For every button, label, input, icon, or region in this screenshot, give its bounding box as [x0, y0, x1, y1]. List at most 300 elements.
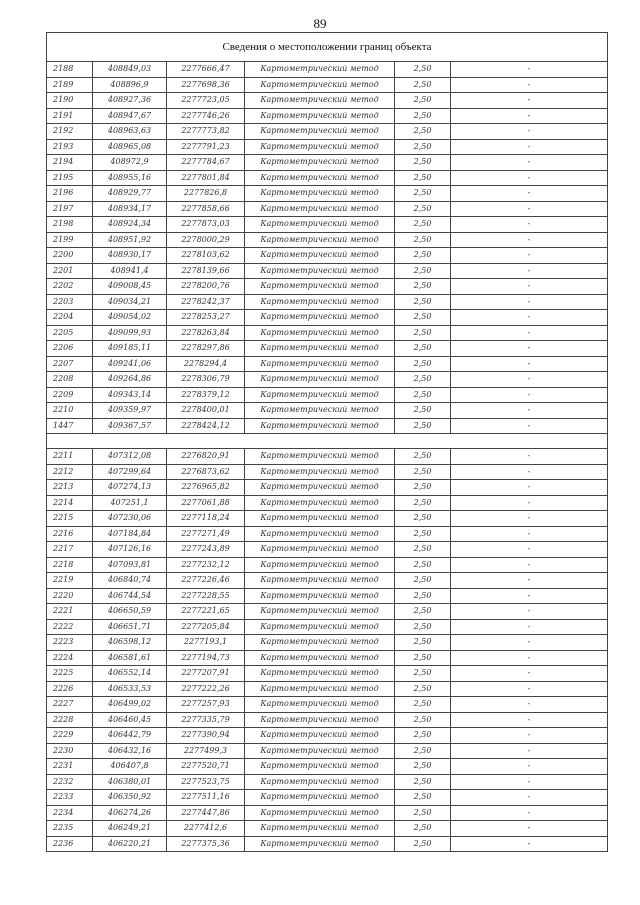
- description-cell: -: [451, 62, 608, 78]
- coordinate-x-cell: 406499,02: [93, 697, 167, 713]
- coordinate-x-cell: 409185,11: [93, 341, 167, 357]
- coordinate-x-cell: 408927,36: [93, 93, 167, 109]
- coordinate-x-cell: 406598,12: [93, 635, 167, 651]
- boundary-coordinates-sheet: [46, 32, 607, 852]
- accuracy-cell: 2,50: [395, 526, 451, 542]
- table-row: [47, 635, 608, 651]
- table-row: [47, 573, 608, 589]
- coordinate-x-cell: 406274,26: [93, 805, 167, 821]
- coordinate-x-cell: 408934,17: [93, 201, 167, 217]
- coordinate-y-cell: 2277194,73: [167, 650, 245, 666]
- accuracy-cell: 2,50: [395, 650, 451, 666]
- table-row: [47, 604, 608, 620]
- coordinate-y-cell: 2277412,6: [167, 821, 245, 837]
- accuracy-cell: 2,50: [395, 403, 451, 419]
- method-cell: Картометрический метод: [245, 124, 395, 140]
- method-cell: Картометрический метод: [245, 774, 395, 790]
- coordinate-y-cell: 2277118,24: [167, 511, 245, 527]
- point-number-cell: 2212: [47, 464, 93, 480]
- table-row: [47, 526, 608, 542]
- coordinate-x-cell: 407230,06: [93, 511, 167, 527]
- table-row: [47, 464, 608, 480]
- method-cell: Картометрический метод: [245, 310, 395, 326]
- coordinate-x-cell: 406442,79: [93, 728, 167, 744]
- coordinate-y-cell: 2277222,26: [167, 681, 245, 697]
- point-number-cell: 2211: [47, 449, 93, 465]
- table-row: [47, 759, 608, 775]
- coordinate-x-cell: 406840,74: [93, 573, 167, 589]
- method-cell: Картометрический метод: [245, 805, 395, 821]
- accuracy-cell: 2,50: [395, 635, 451, 651]
- coordinate-x-cell: 408947,67: [93, 108, 167, 124]
- point-number-cell: 2227: [47, 697, 93, 713]
- coordinate-y-cell: 2277746,26: [167, 108, 245, 124]
- method-cell: Картометрический метод: [245, 325, 395, 341]
- coordinate-x-cell: 409241,06: [93, 356, 167, 372]
- description-cell: -: [451, 403, 608, 419]
- point-number-cell: 2219: [47, 573, 93, 589]
- accuracy-cell: 2,50: [395, 77, 451, 93]
- table-row: [47, 449, 608, 465]
- method-cell: Картометрический метод: [245, 356, 395, 372]
- description-cell: -: [451, 279, 608, 295]
- coordinate-y-cell: 2276820,91: [167, 449, 245, 465]
- table-row: [47, 77, 608, 93]
- description-cell: -: [451, 790, 608, 806]
- point-number-cell: 1447: [47, 418, 93, 434]
- table-row: [47, 480, 608, 496]
- coordinate-y-cell: 2278253,27: [167, 310, 245, 326]
- accuracy-cell: 2,50: [395, 124, 451, 140]
- coordinate-y-cell: 2277243,89: [167, 542, 245, 558]
- table-row: [47, 743, 608, 759]
- coordinate-x-cell: 409264,86: [93, 372, 167, 388]
- coordinate-y-cell: 2277232,12: [167, 557, 245, 573]
- point-number-cell: 2213: [47, 480, 93, 496]
- table-row: [47, 542, 608, 558]
- description-cell: -: [451, 139, 608, 155]
- coordinate-x-cell: 408955,16: [93, 170, 167, 186]
- accuracy-cell: 2,50: [395, 666, 451, 682]
- description-cell: -: [451, 232, 608, 248]
- point-number-cell: 2231: [47, 759, 93, 775]
- point-number-cell: 2235: [47, 821, 93, 837]
- coordinate-x-cell: 409367,57: [93, 418, 167, 434]
- method-cell: Картометрический метод: [245, 511, 395, 527]
- point-number-cell: 2210: [47, 403, 93, 419]
- coordinate-x-cell: 408963,63: [93, 124, 167, 140]
- table-row: [47, 418, 608, 434]
- method-cell: Картометрический метод: [245, 217, 395, 233]
- accuracy-cell: 2,50: [395, 279, 451, 295]
- point-number-cell: 2203: [47, 294, 93, 310]
- accuracy-cell: 2,50: [395, 139, 451, 155]
- accuracy-cell: 2,50: [395, 217, 451, 233]
- coordinate-y-cell: 2277193,1: [167, 635, 245, 651]
- description-cell: -: [451, 774, 608, 790]
- accuracy-cell: 2,50: [395, 356, 451, 372]
- point-number-cell: 2229: [47, 728, 93, 744]
- description-cell: -: [451, 464, 608, 480]
- coordinate-y-cell: 2277801,84: [167, 170, 245, 186]
- coordinate-y-cell: 2277773,82: [167, 124, 245, 140]
- description-cell: -: [451, 728, 608, 744]
- coordinate-y-cell: 2278294,4: [167, 356, 245, 372]
- point-number-cell: 2197: [47, 201, 93, 217]
- coordinate-x-cell: 406533,53: [93, 681, 167, 697]
- coordinate-x-cell: 408965,08: [93, 139, 167, 155]
- method-cell: Картометрический метод: [245, 542, 395, 558]
- coordinate-y-cell: 2277858,66: [167, 201, 245, 217]
- coordinate-x-cell: 409343,14: [93, 387, 167, 403]
- table-title: Сведения о местоположении границ объекта: [47, 33, 608, 62]
- block-separator-row: [47, 434, 608, 449]
- coordinate-y-cell: 2277271,49: [167, 526, 245, 542]
- method-cell: Картометрический метод: [245, 604, 395, 620]
- coordinate-y-cell: 2278297,86: [167, 341, 245, 357]
- description-cell: -: [451, 449, 608, 465]
- method-cell: Картометрический метод: [245, 635, 395, 651]
- table-row: [47, 279, 608, 295]
- method-cell: Картометрический метод: [245, 666, 395, 682]
- method-cell: Картометрический метод: [245, 681, 395, 697]
- method-cell: Картометрический метод: [245, 186, 395, 202]
- accuracy-cell: 2,50: [395, 201, 451, 217]
- description-cell: -: [451, 263, 608, 279]
- table-row: [47, 170, 608, 186]
- accuracy-cell: 2,50: [395, 604, 451, 620]
- coordinate-x-cell: 407184,84: [93, 526, 167, 542]
- table-row: [47, 681, 608, 697]
- table-row: [47, 557, 608, 573]
- table-row: [47, 805, 608, 821]
- coordinate-y-cell: 2278000,29: [167, 232, 245, 248]
- description-cell: -: [451, 712, 608, 728]
- coordinate-x-cell: 406407,8: [93, 759, 167, 775]
- point-number-cell: 2204: [47, 310, 93, 326]
- coordinate-x-cell: 408896,9: [93, 77, 167, 93]
- method-cell: Картометрический метод: [245, 821, 395, 837]
- point-number-cell: 2200: [47, 248, 93, 264]
- description-cell: -: [451, 495, 608, 511]
- description-cell: -: [451, 217, 608, 233]
- accuracy-cell: 2,50: [395, 263, 451, 279]
- description-cell: -: [451, 186, 608, 202]
- method-cell: Картометрический метод: [245, 449, 395, 465]
- coordinate-y-cell: 2277523,75: [167, 774, 245, 790]
- accuracy-cell: 2,50: [395, 774, 451, 790]
- method-cell: Картометрический метод: [245, 263, 395, 279]
- point-number-cell: 2206: [47, 341, 93, 357]
- accuracy-cell: 2,50: [395, 681, 451, 697]
- table-row: [47, 403, 608, 419]
- boundary-coordinates-table: [46, 32, 608, 852]
- coordinate-x-cell: 409054,02: [93, 310, 167, 326]
- description-cell: -: [451, 635, 608, 651]
- description-cell: -: [451, 681, 608, 697]
- coordinate-x-cell: 407126,16: [93, 542, 167, 558]
- method-cell: Картометрический метод: [245, 108, 395, 124]
- method-cell: Картометрический метод: [245, 155, 395, 171]
- description-cell: -: [451, 294, 608, 310]
- point-number-cell: 2222: [47, 619, 93, 635]
- coordinate-y-cell: 2278242,37: [167, 294, 245, 310]
- accuracy-cell: 2,50: [395, 712, 451, 728]
- accuracy-cell: 2,50: [395, 495, 451, 511]
- accuracy-cell: 2,50: [395, 62, 451, 78]
- point-number-cell: 2195: [47, 170, 93, 186]
- coordinate-x-cell: 407299,64: [93, 464, 167, 480]
- point-number-cell: 2208: [47, 372, 93, 388]
- description-cell: -: [451, 418, 608, 434]
- method-cell: Картометрический метод: [245, 836, 395, 852]
- coordinate-x-cell: 406432,16: [93, 743, 167, 759]
- accuracy-cell: 2,50: [395, 743, 451, 759]
- coordinate-y-cell: 2277511,16: [167, 790, 245, 806]
- coordinate-y-cell: 2276965,82: [167, 480, 245, 496]
- table-row: [47, 124, 608, 140]
- coordinate-y-cell: 2277520,71: [167, 759, 245, 775]
- description-cell: -: [451, 573, 608, 589]
- description-cell: -: [451, 836, 608, 852]
- coordinate-x-cell: 409034,21: [93, 294, 167, 310]
- coordinate-x-cell: 406380,01: [93, 774, 167, 790]
- accuracy-cell: 2,50: [395, 821, 451, 837]
- method-cell: Картометрический метод: [245, 232, 395, 248]
- method-cell: Картометрический метод: [245, 790, 395, 806]
- method-cell: Картометрический метод: [245, 588, 395, 604]
- coordinate-x-cell: 406744,54: [93, 588, 167, 604]
- table-row: [47, 387, 608, 403]
- description-cell: -: [451, 387, 608, 403]
- description-cell: -: [451, 821, 608, 837]
- coordinate-x-cell: 409008,45: [93, 279, 167, 295]
- point-number-cell: 2228: [47, 712, 93, 728]
- point-number-cell: 2230: [47, 743, 93, 759]
- method-cell: Картометрический метод: [245, 341, 395, 357]
- method-cell: Картометрический метод: [245, 697, 395, 713]
- table-row: [47, 325, 608, 341]
- coordinate-y-cell: 2277228,55: [167, 588, 245, 604]
- description-cell: -: [451, 372, 608, 388]
- table-row: [47, 728, 608, 744]
- table-row: [47, 712, 608, 728]
- accuracy-cell: 2,50: [395, 93, 451, 109]
- coordinate-x-cell: 408951,92: [93, 232, 167, 248]
- table-row: [47, 774, 608, 790]
- coordinate-y-cell: 2277723,05: [167, 93, 245, 109]
- table-row: [47, 263, 608, 279]
- coordinate-x-cell: 407312,08: [93, 449, 167, 465]
- accuracy-cell: 2,50: [395, 836, 451, 852]
- table-row: [47, 108, 608, 124]
- coordinate-x-cell: 408849,03: [93, 62, 167, 78]
- method-cell: Картометрический метод: [245, 480, 395, 496]
- coordinate-y-cell: 2278306,79: [167, 372, 245, 388]
- coordinate-y-cell: 2277873,03: [167, 217, 245, 233]
- method-cell: Картометрический метод: [245, 372, 395, 388]
- point-number-cell: 2225: [47, 666, 93, 682]
- point-number-cell: 2236: [47, 836, 93, 852]
- accuracy-cell: 2,50: [395, 387, 451, 403]
- table-row: [47, 836, 608, 852]
- method-cell: Картометрический метод: [245, 170, 395, 186]
- method-cell: Картометрический метод: [245, 403, 395, 419]
- coordinate-x-cell: 408941,4: [93, 263, 167, 279]
- accuracy-cell: 2,50: [395, 759, 451, 775]
- coordinate-y-cell: 2277499,3: [167, 743, 245, 759]
- coordinate-x-cell: 409099,93: [93, 325, 167, 341]
- method-cell: Картометрический метод: [245, 387, 395, 403]
- description-cell: -: [451, 310, 608, 326]
- description-cell: -: [451, 93, 608, 109]
- description-cell: -: [451, 325, 608, 341]
- point-number-cell: 2226: [47, 681, 93, 697]
- accuracy-cell: 2,50: [395, 232, 451, 248]
- method-cell: Картометрический метод: [245, 139, 395, 155]
- table-row: [47, 217, 608, 233]
- method-cell: Картометрический метод: [245, 728, 395, 744]
- description-cell: -: [451, 759, 608, 775]
- table-row: [47, 341, 608, 357]
- accuracy-cell: 2,50: [395, 511, 451, 527]
- table-row: [47, 232, 608, 248]
- point-number-cell: 2233: [47, 790, 93, 806]
- accuracy-cell: 2,50: [395, 728, 451, 744]
- coordinate-x-cell: 408929,77: [93, 186, 167, 202]
- description-cell: -: [451, 697, 608, 713]
- accuracy-cell: 2,50: [395, 790, 451, 806]
- coordinate-y-cell: 2278379,12: [167, 387, 245, 403]
- coordinate-y-cell: 2277257,93: [167, 697, 245, 713]
- coordinate-y-cell: 2277061,88: [167, 495, 245, 511]
- coordinate-x-cell: 406650,59: [93, 604, 167, 620]
- point-number-cell: 2234: [47, 805, 93, 821]
- point-number-cell: 2196: [47, 186, 93, 202]
- accuracy-cell: 2,50: [395, 697, 451, 713]
- table-row: [47, 511, 608, 527]
- table-row: [47, 93, 608, 109]
- table-row: [47, 697, 608, 713]
- description-cell: -: [451, 248, 608, 264]
- coordinate-y-cell: 2278424,12: [167, 418, 245, 434]
- table-row: [47, 821, 608, 837]
- accuracy-cell: 2,50: [395, 170, 451, 186]
- table-row: [47, 790, 608, 806]
- description-cell: -: [451, 743, 608, 759]
- coordinate-y-cell: 2277221,65: [167, 604, 245, 620]
- coordinate-x-cell: 406651,71: [93, 619, 167, 635]
- point-number-cell: 2205: [47, 325, 93, 341]
- coordinate-y-cell: 2277335,79: [167, 712, 245, 728]
- accuracy-cell: 2,50: [395, 542, 451, 558]
- method-cell: Картометрический метод: [245, 495, 395, 511]
- point-number-cell: 2223: [47, 635, 93, 651]
- accuracy-cell: 2,50: [395, 248, 451, 264]
- point-number-cell: 2214: [47, 495, 93, 511]
- point-number-cell: 2207: [47, 356, 93, 372]
- description-cell: -: [451, 542, 608, 558]
- description-cell: -: [451, 124, 608, 140]
- method-cell: Картометрический метод: [245, 712, 395, 728]
- accuracy-cell: 2,50: [395, 372, 451, 388]
- method-cell: Картометрический метод: [245, 248, 395, 264]
- coordinate-x-cell: 406552,14: [93, 666, 167, 682]
- description-cell: -: [451, 170, 608, 186]
- accuracy-cell: 2,50: [395, 418, 451, 434]
- description-cell: -: [451, 480, 608, 496]
- block-separator-cell: [47, 434, 608, 449]
- coordinate-x-cell: 408930,17: [93, 248, 167, 264]
- coordinate-y-cell: 2278400,01: [167, 403, 245, 419]
- table-row: [47, 62, 608, 78]
- coordinate-y-cell: 2277791,23: [167, 139, 245, 155]
- page-number: 89: [313, 16, 327, 31]
- description-cell: -: [451, 650, 608, 666]
- point-number-cell: 2191: [47, 108, 93, 124]
- description-cell: -: [451, 588, 608, 604]
- description-cell: -: [451, 511, 608, 527]
- point-number-cell: 2218: [47, 557, 93, 573]
- point-number-cell: 2209: [47, 387, 93, 403]
- point-number-cell: 2220: [47, 588, 93, 604]
- accuracy-cell: 2,50: [395, 480, 451, 496]
- point-number-cell: 2198: [47, 217, 93, 233]
- coordinate-y-cell: 2277390,94: [167, 728, 245, 744]
- accuracy-cell: 2,50: [395, 805, 451, 821]
- accuracy-cell: 2,50: [395, 449, 451, 465]
- accuracy-cell: 2,50: [395, 325, 451, 341]
- description-cell: -: [451, 604, 608, 620]
- accuracy-cell: 2,50: [395, 108, 451, 124]
- description-cell: -: [451, 666, 608, 682]
- accuracy-cell: 2,50: [395, 464, 451, 480]
- method-cell: Картометрический метод: [245, 619, 395, 635]
- coordinate-y-cell: 2278139,66: [167, 263, 245, 279]
- point-number-cell: 2190: [47, 93, 93, 109]
- table-row: [47, 356, 608, 372]
- point-number-cell: 2202: [47, 279, 93, 295]
- table-header-row: [47, 33, 608, 62]
- table-row: [47, 155, 608, 171]
- accuracy-cell: 2,50: [395, 155, 451, 171]
- point-number-cell: 2201: [47, 263, 93, 279]
- table-row: [47, 201, 608, 217]
- coordinate-x-cell: 408924,34: [93, 217, 167, 233]
- table-row: [47, 650, 608, 666]
- coordinate-x-cell: 407093,81: [93, 557, 167, 573]
- table-row: [47, 372, 608, 388]
- table-row: [47, 186, 608, 202]
- coordinate-y-cell: 2278200,76: [167, 279, 245, 295]
- description-cell: -: [451, 108, 608, 124]
- description-cell: -: [451, 77, 608, 93]
- accuracy-cell: 2,50: [395, 557, 451, 573]
- coordinate-x-cell: 406249,21: [93, 821, 167, 837]
- table-row: [47, 294, 608, 310]
- coordinate-y-cell: 2278103,62: [167, 248, 245, 264]
- table-row: [47, 619, 608, 635]
- method-cell: Картометрический метод: [245, 557, 395, 573]
- coordinate-y-cell: 2277698,36: [167, 77, 245, 93]
- method-cell: Картометрический метод: [245, 759, 395, 775]
- description-cell: -: [451, 201, 608, 217]
- coordinate-y-cell: 2277375,36: [167, 836, 245, 852]
- accuracy-cell: 2,50: [395, 186, 451, 202]
- coordinate-y-cell: 2278263,84: [167, 325, 245, 341]
- table-row: [47, 139, 608, 155]
- coordinate-x-cell: 406220,21: [93, 836, 167, 852]
